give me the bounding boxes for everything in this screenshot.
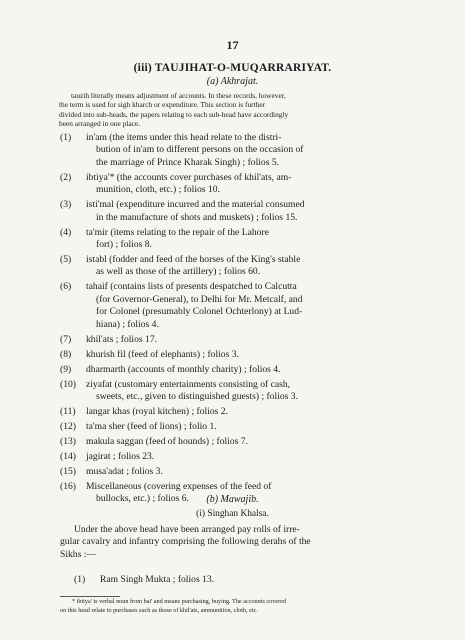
item-number: (9) — [60, 363, 72, 375]
list-item — [60, 334, 418, 346]
item-number: (3) — [60, 199, 72, 211]
item-line: as well as those of the artillery) ; folios 60. — [96, 266, 261, 278]
list-item — [60, 281, 418, 331]
item-line: sweets, etc., given to distinguished guests) ; folios 3. — [96, 391, 298, 402]
item-text — [86, 132, 418, 169]
item-line: fort) ; folios 8. — [96, 239, 152, 250]
list-item — [60, 421, 418, 433]
section-heading: (iii) TAUJIHAT-O-MUQARRARIYAT. — [133, 62, 332, 74]
list-item — [60, 436, 418, 448]
intro-line: the term is used for sigh kharch or expenditure. This section is further — [59, 100, 266, 110]
item-line: munition, cloth, etc.) ; folios 10. — [96, 184, 220, 196]
item-text — [86, 199, 418, 224]
item-line: isti'mal (expenditure incurred and the material consumed — [86, 199, 305, 211]
item-text — [86, 364, 418, 376]
footnote — [60, 598, 420, 615]
item-line: khil'ats ; folios 17. — [86, 333, 158, 345]
item-number: (1) — [60, 132, 72, 143]
item-line: tahaif (contains lists of presents despatched to Calcutta — [86, 281, 297, 293]
item-number: (7) — [60, 333, 72, 345]
item-number: (8) — [60, 348, 72, 360]
intro-line: divided into sub-heads, the papers relating to each sub-head have accordingly — [59, 109, 289, 119]
item-line: in the manufacture of shots and muskets) ; folios 15. — [96, 211, 298, 223]
list-item — [60, 227, 418, 252]
item-number: (16) — [60, 481, 76, 492]
mawajib-paragraph — [60, 524, 418, 561]
list-item — [60, 172, 418, 197]
footnote-rule — [60, 596, 120, 597]
item-number: (10) — [60, 378, 76, 390]
list-item — [60, 364, 418, 376]
item-text — [86, 227, 418, 252]
item-text — [86, 349, 418, 361]
item-text — [86, 254, 418, 279]
item-line: ta'mir (items relating to the repair of the Lahore — [86, 226, 269, 238]
item-text — [86, 436, 418, 448]
item-number: (15) — [60, 466, 76, 477]
list-item — [60, 406, 418, 418]
footnote-line: * ibtiya' is verbal noun from bai' and means purchasing, buying. The accounts covered — [72, 598, 286, 605]
page-number: 17 — [226, 38, 239, 52]
item-text: Ram Singh Mukta ; folios 13. — [100, 574, 215, 585]
list-item — [60, 199, 418, 224]
item-line: bullocks, etc.) ; folios 6. — [96, 493, 189, 505]
item-line: bution of in'am to different persons on the occasion of — [96, 144, 304, 156]
item-text — [86, 334, 418, 346]
item-text — [86, 421, 418, 433]
item-number: (6) — [60, 281, 72, 293]
item-line: ta'ma sher (feed of lions) ; folio 1. — [86, 421, 217, 432]
item-number: (14) — [60, 451, 76, 462]
item-text — [86, 172, 418, 197]
subheading-mawajib: (b) Mawajib. — [206, 494, 259, 505]
item-line: makula saggan (feed of hounds) ; folios 7. — [86, 436, 248, 447]
item-number: (4) — [60, 226, 72, 238]
item-line: ibtiya'* (the accounts cover purchases of khil'ats, am- — [86, 171, 292, 183]
paragraph-line: Under the above head have been arranged pay rolls of irre- — [74, 524, 300, 535]
list-item — [60, 379, 418, 404]
intro-line: been arranged in one place. — [59, 119, 141, 129]
item-number: (2) — [60, 171, 72, 183]
item-text — [86, 281, 418, 331]
item-line: for Colonel (presumably Colonel Ochterlony) at Lud- — [96, 306, 303, 318]
list-item — [60, 451, 418, 463]
item-line: the marriage of Prince Kharak Singh) ; folios 5. — [96, 156, 280, 168]
item-line: musa'adat ; folios 3. — [86, 466, 163, 477]
item-text — [86, 379, 418, 404]
intro-line: tauzih literally means adjustment of accounts. In these records, however, — [71, 91, 286, 100]
item-text — [86, 406, 418, 418]
list-item — [60, 466, 418, 478]
item-line: hiana) ; folios 4. — [96, 318, 159, 330]
intro-paragraph — [59, 91, 414, 129]
list-item — [74, 574, 432, 586]
item-line: khurish fil (feed of elephants) ; folios 3. — [86, 348, 239, 360]
item-text — [86, 466, 418, 478]
list-item — [60, 132, 418, 169]
item-line: dharmarth (accounts of monthly charity) ; folios 4. — [86, 363, 281, 375]
item-line: ziyafat (customary entertainments consisting of cash, — [86, 378, 291, 390]
list-item — [60, 254, 418, 279]
list-item — [60, 349, 418, 361]
item-text — [86, 451, 418, 463]
item-line: jagirat ; folios 23. — [86, 451, 155, 462]
item-line: (for Governor-General), to Delhi for Mr. Metcalf, and — [96, 293, 303, 305]
item-number: (5) — [60, 254, 72, 265]
item-line: langar khas (royal kitchen) ; folios 2. — [86, 406, 228, 417]
item-line: Miscellaneous (covering expenses of the feed of — [86, 481, 272, 492]
item-number: (1) — [74, 574, 86, 585]
subheading-singhan-khalsa: (i) Singhan Khalsa. — [196, 509, 269, 519]
footnote-line: on this head relate to purchases such as those of khil'ats, ammunition, cloth, etc. — [60, 606, 258, 614]
item-number: (11) — [60, 406, 76, 417]
item-line: in'am (the items under this head relate to the distri- — [86, 132, 282, 143]
item-number: (13) — [60, 436, 76, 447]
item-line: istabl (fodder and feed of the horses of the King's stable — [86, 254, 301, 265]
item-number: (12) — [60, 421, 76, 432]
subheading-akhrajat: (a) Akhrajat. — [206, 76, 259, 87]
paragraph-line: Sikhs :— — [60, 548, 96, 560]
paragraph-line: gular cavalry and infantry comprising the following derahs of the — [60, 536, 311, 548]
